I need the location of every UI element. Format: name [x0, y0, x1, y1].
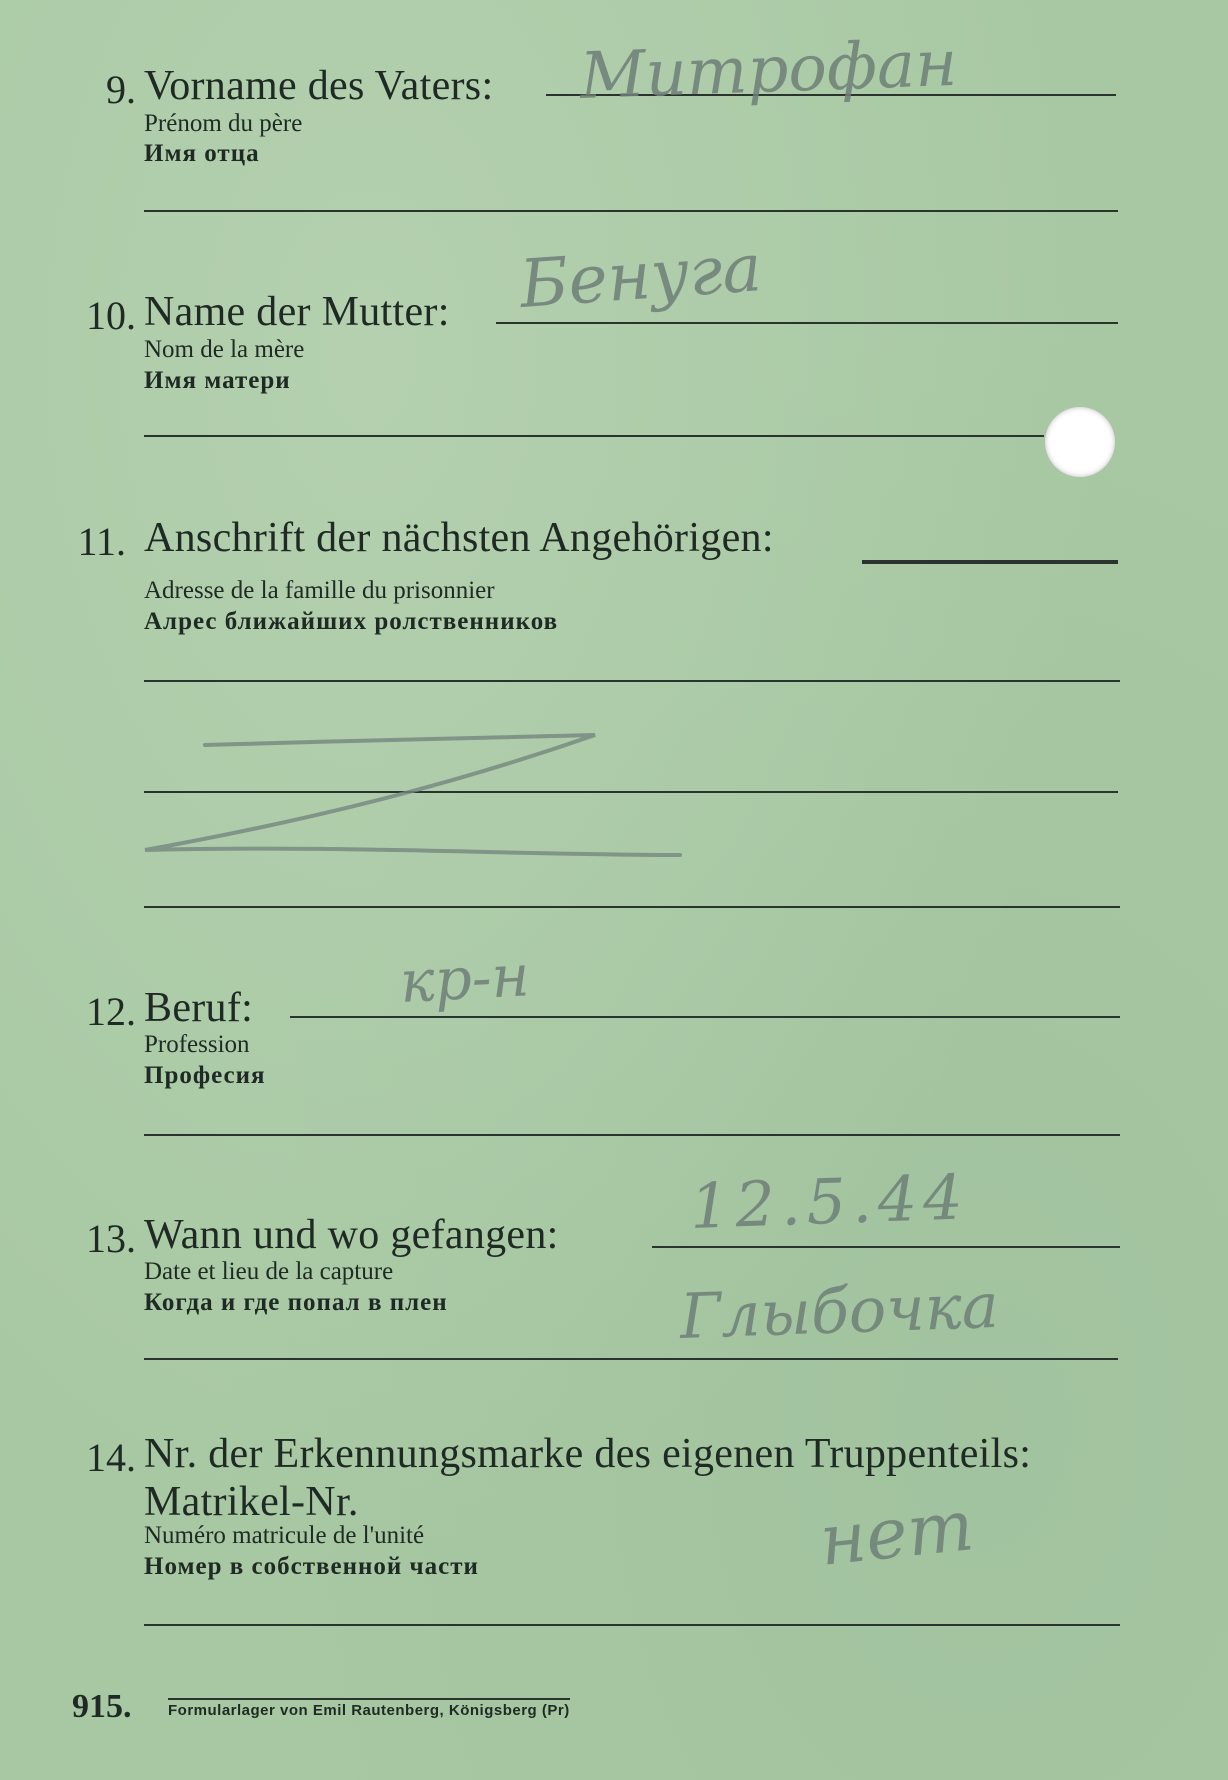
father-name-handwritten: Митрофан — [578, 26, 959, 114]
tag-number-line — [144, 1624, 1120, 1626]
field-number-10: 10. — [86, 293, 136, 338]
relatives-address-line-1 — [862, 560, 1118, 564]
father-name-label-fr: Prénom du père — [144, 110, 303, 137]
relatives-address-label-ru: Алрес ближайших ролственников — [144, 608, 559, 635]
tag-number-label-de-2: Matrikel-Nr. — [144, 1479, 359, 1525]
capture-label-de: Wann und wo gefangen: — [144, 1212, 559, 1258]
field-number-12: 12. — [86, 989, 136, 1034]
field-number-14: 14. — [86, 1435, 136, 1480]
profession-label-ru: Професия — [144, 1062, 266, 1089]
profession-line-1 — [290, 1016, 1120, 1018]
father-name-label-ru: Имя отца — [144, 140, 260, 167]
relatives-address-line-4 — [144, 906, 1120, 908]
field-number-11: 11. — [77, 519, 126, 564]
capture-label-ru: Когда и где попал в плен — [144, 1289, 448, 1316]
capture-place-handwritten: Глыбочка — [678, 1268, 1000, 1353]
capture-line-2 — [144, 1358, 1118, 1360]
father-name-label-de: Vorname des Vaters: — [144, 63, 494, 109]
printer-imprint: Formularlager von Emil Rautenberg, Königsberg (Pr) — [168, 1698, 570, 1719]
mother-name-label-ru: Имя матери — [144, 367, 291, 394]
relatives-address-label-de: Anschrift der nächsten Angehörigen: — [144, 515, 774, 561]
capture-label-fr: Date et lieu de la capture — [144, 1258, 394, 1285]
mother-name-line-1 — [496, 322, 1118, 324]
capture-line-1 — [652, 1246, 1120, 1248]
empty-field-zigzag-mark — [140, 715, 700, 865]
mother-name-handwritten: Бенуга — [517, 229, 765, 323]
profession-label-fr: Profession — [144, 1031, 250, 1058]
tag-number-label-ru: Номер в собственной части — [144, 1553, 479, 1580]
field-number-9: 9. — [106, 67, 136, 112]
mother-name-label-fr: Nom de la mère — [144, 336, 305, 363]
mother-name-line-2 — [144, 435, 1044, 437]
mother-name-label-de: Name der Mutter: — [144, 289, 450, 335]
punch-hole — [1045, 407, 1115, 477]
relatives-address-line-2 — [144, 680, 1120, 682]
capture-date-handwritten: 12.5.44 — [688, 1160, 970, 1243]
tag-number-label-fr: Numéro matricule de l'unité — [144, 1522, 425, 1549]
tag-number-label-de: Nr. der Erkennungsmarke des eigenen Truppenteils: — [144, 1431, 1032, 1477]
profession-handwritten: кр-н — [398, 941, 532, 1016]
relatives-address-label-fr: Adresse de la famille du prisonnier — [144, 577, 495, 604]
form-number: 915. — [72, 1688, 132, 1725]
profession-label-de: Beruf: — [144, 985, 254, 1031]
field-number-13: 13. — [86, 1216, 136, 1261]
profession-line-2 — [144, 1134, 1120, 1136]
tag-number-handwritten: нет — [815, 1484, 978, 1582]
father-name-line-2 — [144, 210, 1118, 212]
